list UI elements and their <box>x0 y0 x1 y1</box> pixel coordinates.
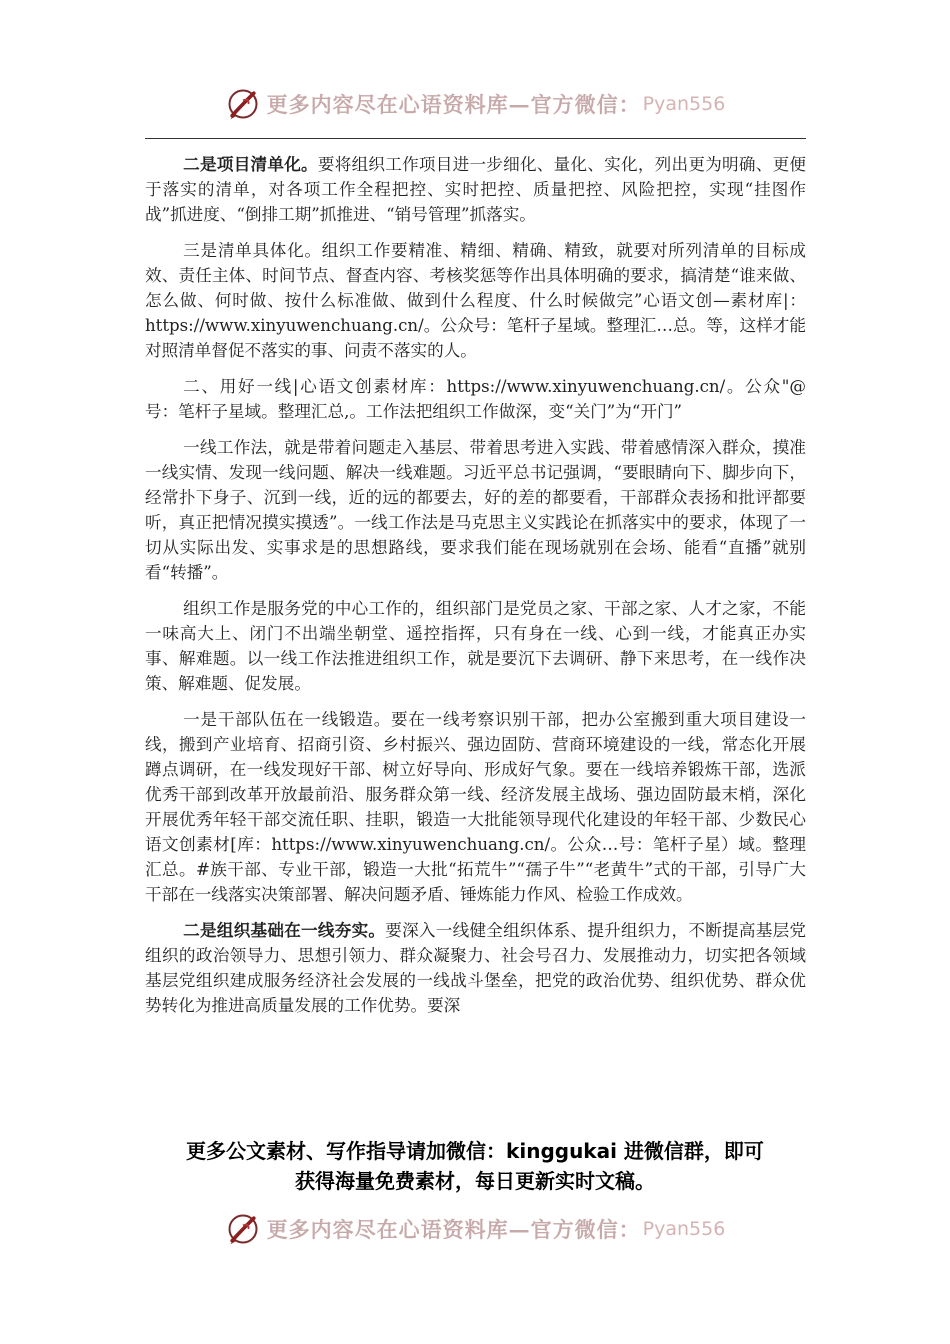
paragraph-text: 要将组织工作项目进一步细化、量化、实化，列出更为明确、更便于落实的清单，对各项工作全程把控、实时把控、质量把控、风险把控，实现“挂图作战”抓进度、“倒排工期”抓推进、“销号管理”抓落实。 <box>145 155 806 224</box>
header-divider <box>145 138 806 139</box>
paragraph: 一是干部队伍在一线锻造。要在一线考察识别干部，把办公室搬到重大项目建设一线，搬到产业培育、招商引资、乡村振兴、强边固防、营商环境建设的一线，常态化开展蹲点调研，在一线发现好干部、树立好导向、形成好气象。要在一线培养锻炼干部，选派优秀干部到改革开放最前沿、服务群众第一线、经济发展主战场、强边固防最末梢，深化开展优秀年轻干部交流任职、挂职，锻造一大批能领导现代化建设的年轻干部、少数民心语文创素材[库：https://www.xinyuwenchuang.cn/。公众…号：笔杆子星）域。整理汇总。#族干部、专业干部，锻造一大批“拓荒牛”“孺子牛”“老黄牛”式的干部，引导广大干部在一线落实决策部署、解决问题矛盾、锤炼能力作风、检验工作成效。 <box>145 710 806 904</box>
banner-text: 更多内容尽在心语资料库—官方微信： <box>266 1217 641 1242</box>
footer-note-line: 获得海量免费素材，每日更新实时文稿。 <box>295 1169 655 1193</box>
paragraph-lead: 二是组织基础在一线夯实。 <box>183 920 386 940</box>
footer-promo-note <box>110 1136 840 1196</box>
banner-wechat-id: Pyan556 <box>642 93 726 115</box>
banner-wechat-id: Pyan556 <box>642 1218 726 1240</box>
header-banner <box>0 82 950 126</box>
paragraph-lead: 二是项目清单化。 <box>183 154 318 174</box>
paragraph: 组织工作是服务党的中心工作的，组织部门是党员之家、干部之家、人才之家，不能一味高大上、闭门不出端坐朝堂、遥控指挥，只有身在一线、心到一线，才能真正办实事、解难题。以一线工作法推进组织工作，就是要沉下去调研、静下来思考，在一线作决策、解难题、促发展。 <box>145 599 806 693</box>
pen-brush-logo-icon <box>225 1211 261 1247</box>
paragraph-text: 要深入一线健全组织体系、提升组织力，不断提高基层党组织的政治领导力、思想引领力、群众凝聚力、社会号召力、发展推动力，切实把各领域基层党组织建成服务经济社会发展的一线战斗堡垒，把党的政治优势、组织优势、群众优势转化为推进高质量发展的工作优势。要深 <box>145 921 806 1015</box>
paragraph: 一线工作法，就是带着问题走入基层、带着思考进入实践、带着感情深入群众，摸准一线实情、发现一线问题、解决一线难题。习近平总书记强调，“要眼睛向下、脚步向下，经常扑下身子、沉到一线，近的远的都要去，好的差的都要看，干部群众表扬和批评都要听，真正把情况摸实摸透”。一线工作法是马克思主义实践论在抓落实中的要求，体现了一切从实际出发、实事求是的思想路线，要求我们能在现场就别在会场、能看“直播”就别看“转播”。 <box>145 438 806 582</box>
paragraph: 三是清单具体化。组织工作要精准、精细、精确、精致，就要对所列清单的目标成效、责任主体、时间节点、督查内容、考核奖惩等作出具体明确的要求，搞清楚“谁来做、怎么做、何时做、按什么标准做、做到什么程度、什么时候做完”心语文创—素材库|：https://www.xinyuwenchuang.cn/。公众号：笔杆子星域。整理汇…总。等，这样才能对照清单督促不落实的事、问责不落实的人。 <box>145 241 806 360</box>
paragraph <box>145 918 806 1018</box>
footer-note-line: 更多公文素材、写作指导请加微信：kinggukai 进微信群，即可 <box>186 1139 764 1163</box>
footer-banner <box>0 1207 950 1251</box>
banner-text: 更多内容尽在心语资料库—官方微信： <box>266 92 641 117</box>
pen-brush-logo-icon <box>225 86 261 122</box>
section-heading: 二、用好一线|心语文创素材库：https://www.xinyuwenchuang.cn/。公众"@号：笔杆子星域。整理汇总,。工作法把组织工作做深，变“关门”为“开门” <box>145 377 806 421</box>
document-body <box>145 152 806 1029</box>
paragraph <box>145 152 806 227</box>
